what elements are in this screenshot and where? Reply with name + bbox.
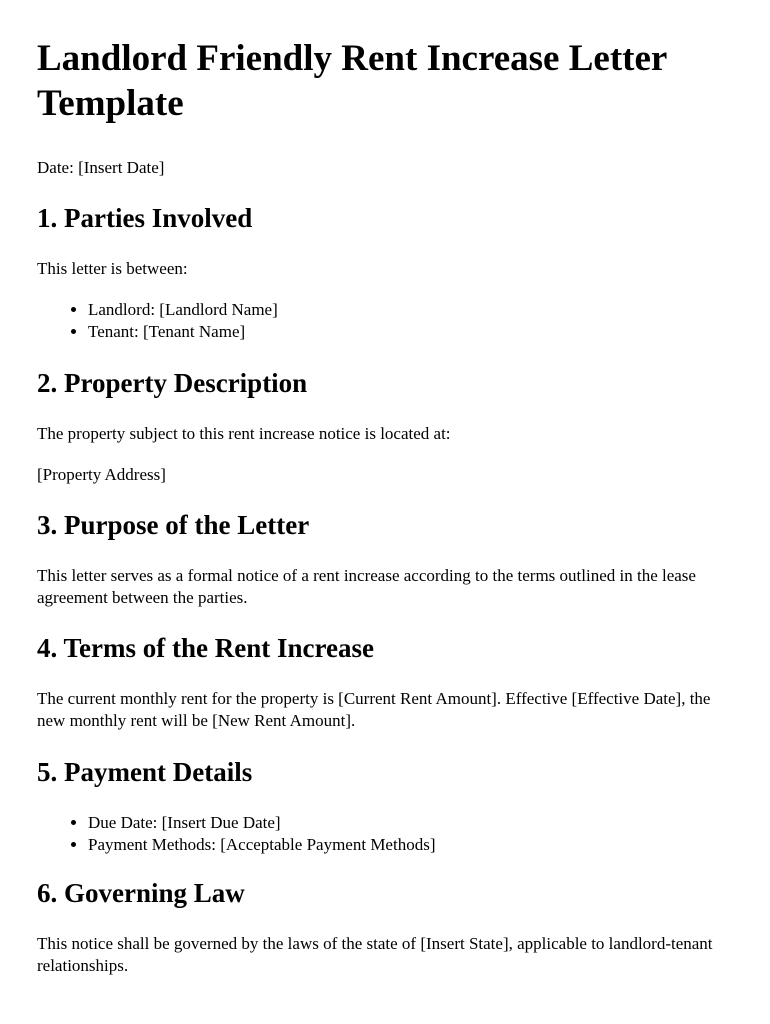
section-heading-terms: 4. Terms of the Rent Increase (37, 633, 374, 663)
purpose-body: This letter serves as a formal notice of a rent increase according to the terms outlined in the lease agreement between the parties. (37, 566, 696, 607)
parties-intro: This letter is between: (37, 259, 188, 278)
list-item-tenant: • Tenant: [Tenant Name] (88, 321, 737, 343)
governing-law-body: This notice shall be governed by the laws of the state of [Insert State], applicable to landlord-tenant relationships. (37, 934, 713, 975)
payment-list (37, 812, 737, 856)
list-item-payment-methods: • Payment Methods: [Acceptable Payment Methods] (88, 834, 737, 856)
parties-list (37, 299, 737, 343)
section-heading-payment: 5. Payment Details (37, 757, 253, 787)
list-item-landlord: • Landlord: [Landlord Name] (88, 299, 737, 321)
property-intro: The property subject to this rent increase notice is located at: (37, 424, 451, 443)
section-heading-purpose: 3. Purpose of the Letter (37, 510, 310, 540)
date-line: Date: [Insert Date] (37, 158, 165, 177)
document-page (37, 0, 737, 977)
section-heading-property: 2. Property Description (37, 368, 308, 398)
list-item-due-date: • Due Date: [Insert Due Date] (88, 812, 737, 834)
terms-body: The current monthly rent for the property is [Current Rent Amount]. Effective [Effective Date], the new monthly rent will be [New Rent Amount]. (37, 689, 711, 730)
property-address: [Property Address] (37, 465, 166, 484)
section-heading-parties: 1. Parties Involved (37, 203, 253, 233)
document-title: Landlord Friendly Rent Increase Letter Template (37, 38, 667, 124)
section-heading-governing-law: 6. Governing Law (37, 878, 245, 908)
